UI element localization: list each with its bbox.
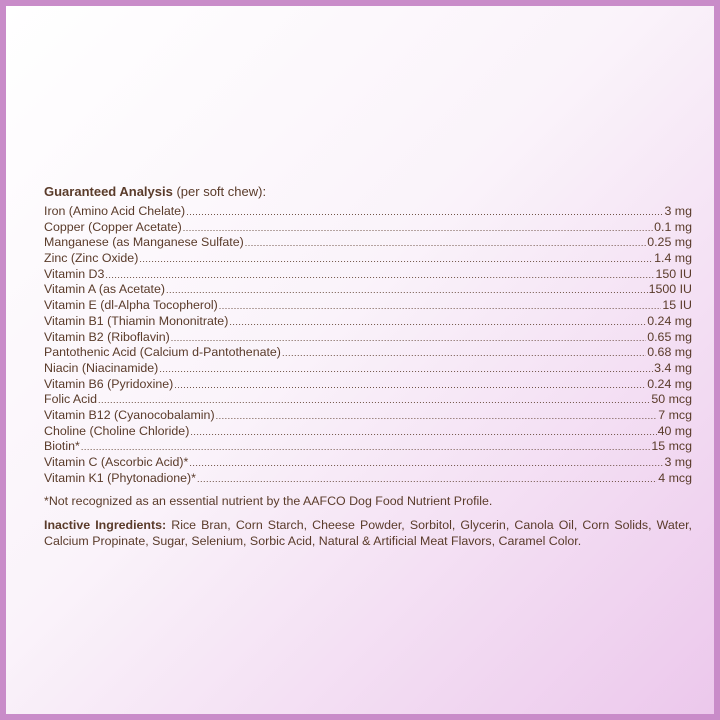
nutrient-name: Vitamin E (dl-Alpha Tocopherol): [44, 298, 218, 313]
nutrient-name: Vitamin A (as Acetate): [44, 282, 165, 297]
nutrient-row: [44, 330, 692, 346]
nutrient-amount: 50 mcg: [651, 392, 692, 407]
dot-leader: [183, 221, 653, 237]
nutrient-name: Vitamin B12 (Cyanocobalamin): [44, 407, 215, 422]
dot-leader: [139, 252, 653, 268]
nutrient-row: [44, 471, 692, 487]
nutrient-amount: 1.4 mg: [654, 251, 692, 266]
dot-leader: [98, 393, 650, 409]
dot-leader: [229, 315, 646, 331]
dot-leader: [197, 472, 657, 488]
nutrient-name: Iron (Amino Acid Chelate): [44, 204, 186, 218]
nutrient-name: Vitamin D3: [44, 266, 105, 281]
inactive-ingredients-label: Inactive Ingredients:: [44, 518, 167, 533]
nutrient-name: Vitamin K1 (Phytonadione)*: [44, 470, 196, 485]
nutrient-row: [44, 235, 692, 251]
nutrient-name: Manganese (as Manganese Sulfate): [44, 235, 244, 250]
nutrient-name: Folic Acid: [44, 392, 98, 407]
nutrient-amount: 15 IU: [662, 298, 692, 313]
inactive-ingredients: [44, 517, 692, 549]
nutrient-amount: 0.1 mg: [654, 219, 692, 234]
nutrient-row: [44, 424, 692, 440]
nutrient-amount: 3 mg: [664, 204, 692, 218]
dot-leader: [189, 456, 663, 472]
nutrient-amount: 15 mcg: [651, 439, 692, 454]
heading-title: Guaranteed Analysis: [44, 184, 173, 199]
nutrient-row: [44, 220, 692, 236]
heading-subtitle: (per soft chew):: [172, 184, 267, 199]
nutrient-amount: 40 mg: [657, 423, 692, 438]
nutrient-amount: 1500 IU: [648, 282, 692, 297]
nutrient-name: Pantothenic Acid (Calcium d-Pantothenate): [44, 345, 281, 360]
nutrient-name: Vitamin C (Ascorbic Acid)*: [44, 455, 189, 469]
nutrient-row: [44, 282, 692, 298]
dot-leader: [171, 331, 646, 347]
nutrient-amount: 0.24 mg: [647, 313, 692, 328]
nutrient-row: [44, 455, 692, 471]
nutrient-name: Biotin*: [44, 439, 80, 454]
nutrient-amount: 0.65 mg: [647, 329, 692, 344]
nutrient-row: [44, 251, 692, 267]
dot-leader: [219, 299, 662, 315]
dot-leader: [174, 378, 646, 394]
nutrient-amount: 0.24 mg: [647, 376, 692, 391]
nutrient-row: [44, 267, 692, 283]
nutrient-amount: 3 mg: [664, 455, 692, 469]
nutrient-amount: 3.4 mg: [654, 360, 692, 375]
nutrient-name: Vitamin B2 (Riboflavin): [44, 329, 170, 344]
nutrient-name: Choline (Choline Chloride): [44, 423, 190, 438]
nutrient-row: [44, 377, 692, 393]
nutrient-name: Copper (Copper Acetate): [44, 219, 182, 234]
dot-leader: [245, 236, 646, 252]
nutrient-amount: 7 mcg: [658, 407, 692, 422]
nutrient-row: [44, 361, 692, 377]
nutrient-amount: 0.68 mg: [647, 345, 692, 360]
nutrient-row: [44, 439, 692, 455]
inactive-ingredients-text: Rice Bran, Corn Starch, Cheese Powder, Sorbitol, Glycerin, Canola Oil, Corn Solids, Water, Calcium Propinate, Sugar, Selenium, Sorbic Acid, Natural & Artificial Meat Flavors, Caramel Color.: [44, 518, 692, 549]
aafco-footnote: *Not recognized as an essential nutrient by the AAFCO Dog Food Nutrient Profile.: [44, 494, 493, 509]
dot-leader: [166, 283, 648, 299]
dot-leader: [216, 409, 658, 425]
nutrient-name: Niacin (Niacinamide): [44, 360, 159, 375]
nutrient-name: Vitamin B1 (Thiamin Mononitrate): [44, 313, 229, 328]
dot-leader: [190, 425, 656, 441]
dot-leader: [159, 362, 653, 378]
nutrient-row: [44, 204, 692, 220]
nutrient-row: [44, 345, 692, 361]
nutrient-row: [44, 298, 692, 314]
nutrient-row: [44, 408, 692, 424]
nutrient-amount: 0.25 mg: [647, 235, 692, 250]
nutrient-list: [44, 204, 692, 486]
nutrient-amount: 4 mcg: [658, 470, 692, 485]
nutrient-row: [44, 314, 692, 330]
supplement-facts: [44, 184, 692, 549]
dot-leader: [186, 205, 663, 221]
guaranteed-analysis-heading: [44, 184, 692, 199]
dot-leader: [105, 268, 654, 284]
dot-leader: [81, 440, 651, 456]
nutrient-row: [44, 392, 692, 408]
nutrient-name: Vitamin B6 (Pyridoxine): [44, 376, 174, 391]
dot-leader: [282, 346, 646, 362]
nutrient-amount: 150 IU: [655, 266, 692, 281]
nutrient-name: Zinc (Zinc Oxide): [44, 251, 139, 266]
